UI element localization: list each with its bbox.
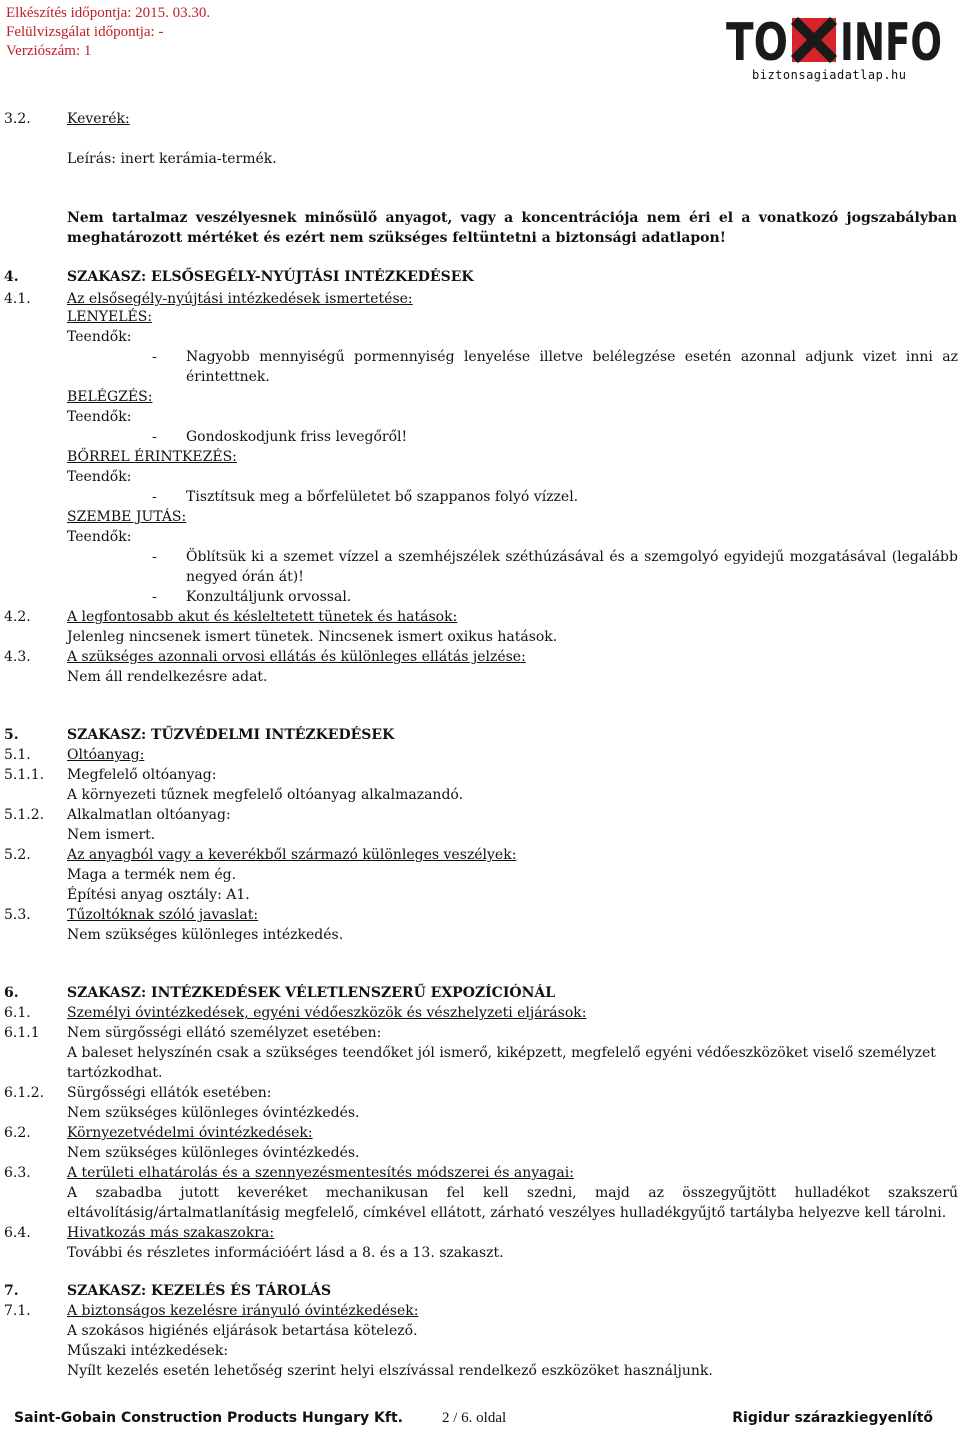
ingestion-action-cont: érintettnek. — [186, 369, 270, 385]
subsection-title: Az anyagból vagy a keverékből származó különleges veszélyek: — [67, 847, 517, 863]
subsection-number: 6.1.2. — [4, 1085, 45, 1101]
bullet-dash: - — [152, 429, 157, 445]
inhalation-action-text: Gondoskodjunk friss levegőről! — [186, 429, 408, 445]
handling-text-1: A szokásos higiénés eljárások betartása kötelező. — [67, 1323, 418, 1339]
special-hazards-text-1: Maga a termék nem ég. — [67, 867, 237, 883]
subsection-number: 4.1. — [4, 291, 31, 307]
subsection-number: 4.2. — [4, 609, 31, 625]
toxinfo-logo — [726, 14, 944, 70]
subsection-number: 6.4. — [4, 1225, 31, 1241]
emergency-responders-text: Nem szükséges különleges óvintézkedés. — [67, 1105, 360, 1121]
subsection-number: 4.3. — [4, 649, 31, 665]
section-number: 7. — [4, 1283, 19, 1299]
suitable-media-text: A környezeti tűznek megfelelő oltóanyag alkalmazandó. — [67, 787, 464, 803]
actions-label: Teendők: — [67, 469, 132, 485]
footer-page-number: 2 / 6. oldal — [442, 1410, 507, 1426]
subsection-number: 5.2. — [4, 847, 31, 863]
version-number: Verziószám: 1 — [6, 43, 92, 59]
actions-label: Teendők: — [67, 329, 132, 345]
ingestion-action-text: Nagyobb mennyiségű pormennyiség lenyelése illetve belélegzése esetén azonnal adjunk vizet inni az — [186, 349, 958, 365]
unsuitable-media-text: Nem ismert. — [67, 827, 156, 843]
skin-contact-label: BŐRREL ÉRINTKEZÉS: — [67, 449, 237, 465]
subsection-title: Tűzoltóknak szóló javaslat: — [67, 907, 259, 923]
bullet-dash: - — [152, 549, 157, 565]
hazard-note-line-2: meghatározott mértéket és ezért nem szükséges feltüntetni a biztonsági adatlapon! — [67, 230, 726, 246]
logo-x-icon — [792, 18, 836, 62]
eye-contact-action-2-text: Konzultáljunk orvossal. — [186, 589, 352, 605]
subsection-title: Megfelelő oltóanyag: — [67, 767, 217, 783]
subsection-number: 6.1. — [4, 1005, 31, 1021]
subsection-number: 5.1.2. — [4, 807, 45, 823]
footer-company: Saint-Gobain Construction Products Hungary Kft. — [14, 1410, 403, 1426]
eye-contact-action-text: Öblítsük ki a szemet vízzel a szemhéjszélek széthúzásával és a szemgolyó egyidejű mozgatásával (legalább — [186, 549, 958, 565]
subsection-title: Hivatkozás más szakaszokra: — [67, 1225, 275, 1241]
section-title: SZAKASZ: ELSŐSEGÉLY-NYÚJTÁSI INTÉZKEDÉSEK — [67, 269, 474, 285]
subsection-number: 6.2. — [4, 1125, 31, 1141]
subsection-number: 6.3. — [4, 1165, 31, 1181]
subsection-number: 6.1.1 — [4, 1025, 40, 1041]
subsection-title: Nem sürgősségi ellátó személyzet esetében: — [67, 1025, 382, 1041]
skin-contact-action-text: Tisztítsuk meg a bőrfelületet bő szappanos folyó vízzel. — [186, 489, 579, 505]
section-title: SZAKASZ: TŰZVÉDELMI INTÉZKEDÉSEK — [67, 727, 395, 743]
subsection-title: A legfontosabb akut és késleltetett tünetek és hatások: — [67, 609, 458, 625]
subsection-title: Személyi óvintézkedések, egyéni védőeszközök és vészhelyzeti eljárások: — [67, 1005, 587, 1021]
revision-date: Felülvizsgálat időpontja: - — [6, 24, 164, 40]
inhalation-label: BELÉGZÉS: — [67, 389, 153, 405]
actions-label: Teendők: — [67, 409, 132, 425]
non-emergency-text-1: A baleset helyszínén csak a szükséges teendőket jól ismerő, kiképzett, megfelelő egyéni védőeszközöket viselő személyzet — [67, 1045, 936, 1061]
mixture-description: Leírás: inert kerámia-termék. — [67, 151, 277, 167]
subsection-number: 5.3. — [4, 907, 31, 923]
firefighter-advice-text: Nem szükséges különleges intézkedés. — [67, 927, 344, 943]
subsection-title: A biztonságos kezelésre irányuló óvintézkedések: — [67, 1303, 419, 1319]
environmental-precautions-text: Nem szükséges különleges óvintézkedés. — [67, 1145, 360, 1161]
subsection-number: 5.1. — [4, 747, 31, 763]
section-number: 6. — [4, 985, 19, 1001]
document-meta — [6, 4, 210, 61]
footer-product: Rigidur szárazkiegyenlítő — [732, 1410, 933, 1426]
reference-text: További és részletes információért lásd a 8. és a 13. szakaszt. — [67, 1245, 504, 1261]
logo-url: biztonsagiadatlap.hu — [752, 68, 907, 82]
subsection-title: A területi elhatárolás és a szennyezésmentesítés módszerei és anyagai: — [67, 1165, 574, 1181]
actions-label: Teendők: — [67, 529, 132, 545]
subsection-title: Alkalmatlan oltóanyag: — [67, 807, 231, 823]
eye-contact-action-cont: negyed órán át)! — [186, 569, 304, 585]
section-number: 5. — [4, 727, 19, 743]
handling-text-3: Nyílt kezelés esetén lehetőség szerint helyi elszívással rendelkező eszközöket használjunk. — [67, 1363, 713, 1379]
section-title: SZAKASZ: INTÉZKEDÉSEK VÉLETLENSZERŰ EXPOZÍCIÓNÁL — [67, 985, 556, 1001]
handling-text-2: Műszaki intézkedések: — [67, 1343, 229, 1359]
subsection-title: Környezetvédelmi óvintézkedések: — [67, 1125, 313, 1141]
logo-text-info: INFO — [840, 14, 942, 70]
subsection-title: Sürgősségi ellátók esetében: — [67, 1085, 272, 1101]
subsection-title: Oltóanyag: — [67, 747, 145, 763]
section-number: 4. — [4, 269, 19, 285]
creation-date: Elkészítés időpontja: 2015. 03.30. — [6, 5, 211, 21]
special-hazards-text-2: Építési anyag osztály: A1. — [67, 887, 250, 903]
subsection-title: A szükséges azonnali orvosi ellátás és különleges ellátás jelzése: — [67, 649, 526, 665]
hazard-note-line-1: Nem tartalmaz veszélyesnek minősülő anyagot, vagy a koncentrációja nem éri el a vonatkozó jogszabályban — [67, 210, 957, 226]
eye-contact-label: SZEMBE JUTÁS: — [67, 509, 187, 525]
section-title: Keverék: — [67, 111, 130, 127]
symptoms-text: Jelenleg nincsenek ismert tünetek. Nincsenek ismert oxikus hatások. — [67, 629, 558, 645]
containment-text-2: eltávolításig/ártalmatlanításig megfelelő, címkével ellátott, zárható veszélyes hulladékgyűjtő tartályba helyezve kell tárolni. — [67, 1205, 947, 1221]
ingestion-label: LENYELÉS: — [67, 309, 153, 325]
logo-text-to: TO — [726, 14, 788, 70]
medical-care-text: Nem áll rendelkezésre adat. — [67, 669, 268, 685]
containment-text-1: A szabadba jutott keveréket mechanikusan fel kell szedni, majd az összegyűjtött hulladékot szakszerű — [67, 1185, 958, 1201]
bullet-dash: - — [152, 489, 157, 505]
section-number: 3.2. — [4, 111, 31, 127]
non-emergency-text-2: tartózkodhat. — [67, 1065, 163, 1081]
subsection-number: 7.1. — [4, 1303, 31, 1319]
bullet-dash: - — [152, 349, 157, 365]
subsection-title: Az elsősegély-nyújtási intézkedések ismertetése: — [67, 291, 413, 307]
subsection-number: 5.1.1. — [4, 767, 45, 783]
section-title: SZAKASZ: KEZELÉS ÉS TÁROLÁS — [67, 1283, 332, 1299]
bullet-dash: - — [152, 589, 157, 605]
